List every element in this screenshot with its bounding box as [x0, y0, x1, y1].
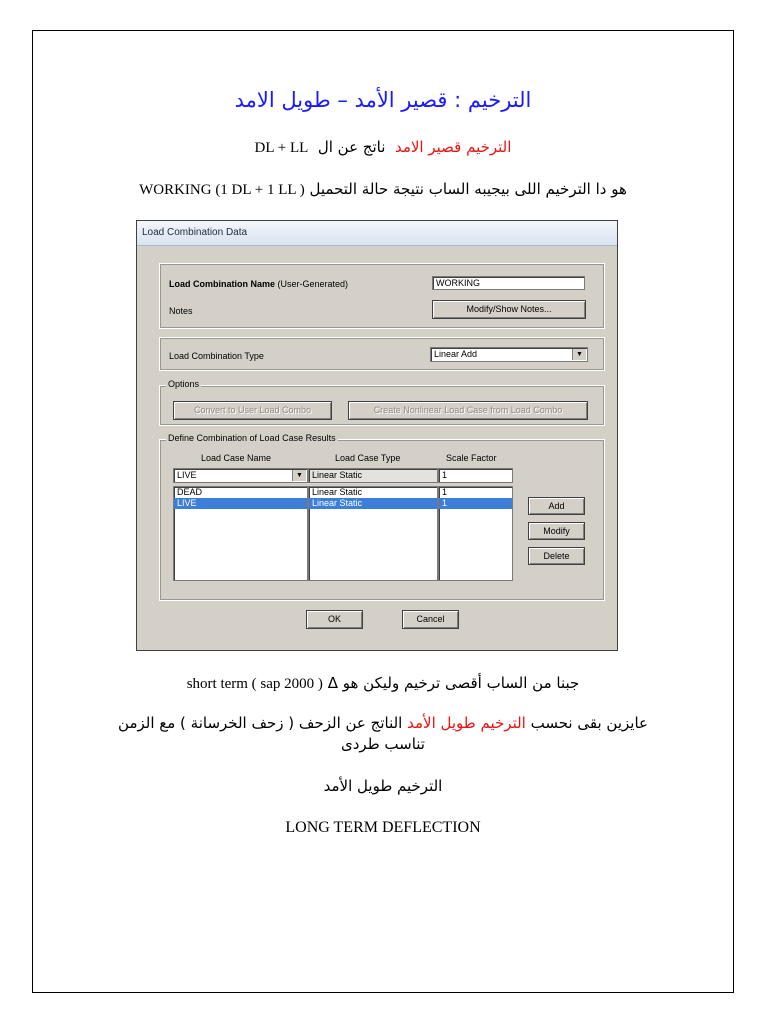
- creep-paragraph-line2: [32, 735, 734, 753]
- cancel-button[interactable]: Cancel: [402, 610, 459, 629]
- chevron-down-icon[interactable]: ▼: [292, 470, 306, 481]
- caused-by-text: ناتج عن ال: [317, 138, 386, 156]
- add-button[interactable]: Add: [528, 497, 585, 515]
- dl-ll-text: DL + LL: [254, 140, 309, 156]
- combo-name-label: Load Combination Name (User-Generated): [169, 279, 349, 289]
- combo-name-group: [159, 263, 605, 329]
- max-deflection-text: جبنا من الساب أقصى ترخيم وليكن هو: [342, 674, 580, 692]
- case-name-list[interactable]: [173, 486, 308, 581]
- page-title: [32, 88, 734, 112]
- long-term-heading-en: LONG TERM DEFLECTION: [285, 819, 481, 836]
- combo-name-input[interactable]: WORKING: [432, 276, 585, 290]
- col-header-case-name: Load Case Name: [201, 453, 272, 463]
- combo-type-select[interactable]: [430, 347, 588, 362]
- combo-type-label: Load Combination Type: [169, 351, 264, 361]
- options-legend: Options: [168, 379, 200, 389]
- convert-to-user-combo-button[interactable]: Convert to User Load Combo: [173, 401, 332, 420]
- list-item-selected[interactable]: 1: [439, 498, 512, 509]
- list-item[interactable]: DEAD: [177, 487, 203, 497]
- list-item[interactable]: 1: [442, 487, 448, 497]
- title-text: الترخيم : قصير الأمد – طويل الامد: [234, 88, 532, 112]
- short-term-line: [32, 138, 734, 157]
- list-item-selected[interactable]: Linear Static: [309, 498, 437, 509]
- modify-notes-button[interactable]: Modify/Show Notes...: [432, 300, 586, 319]
- creep-sentence: عايزين بقى نحسب الترخيم طويل الأمد الناتج عن الزحف ( زحف الخرسانة ) مع الزمن: [118, 714, 648, 732]
- create-nonlinear-case-button[interactable]: Create Nonlinear Load Case from Load Combo: [348, 401, 588, 420]
- working-combo-line: [32, 180, 734, 199]
- long-term-heading-ar: [32, 777, 734, 795]
- load-combination-dialog: [136, 220, 618, 651]
- case-name-select[interactable]: [173, 468, 308, 483]
- short-term-sap-text: short term ( sap 2000 ): [186, 676, 323, 692]
- max-deflection-line: [32, 674, 734, 693]
- define-combination-legend: Define Combination of Load Case Results: [168, 433, 336, 443]
- working-explain-text: هو دا الترخيم اللى بيجيبه الساب نتيجة حالة التحميل: [309, 180, 627, 198]
- case-name-value: LIVE: [177, 470, 197, 480]
- creep-paragraph-line1: [32, 714, 734, 732]
- dialog-title-bar: Load Combination Data: [137, 221, 617, 246]
- short-term-deflection-red: الترخيم قصير الامد: [394, 138, 512, 156]
- modify-button[interactable]: Modify: [528, 522, 585, 540]
- scale-factor-list[interactable]: [438, 486, 513, 581]
- long-term-heading-ar-text: الترخيم طويل الأمد: [323, 777, 443, 795]
- case-type-list[interactable]: [308, 486, 438, 581]
- proportional-text: تناسب طردى: [341, 735, 425, 753]
- combo-type-value: Linear Add: [434, 349, 478, 359]
- long-term-deflection-red: الترخيم طويل الأمد: [407, 714, 526, 732]
- delete-button[interactable]: Delete: [528, 547, 585, 565]
- ok-button[interactable]: OK: [306, 610, 363, 629]
- scale-factor-input[interactable]: 1: [438, 468, 513, 483]
- chevron-down-icon[interactable]: ▼: [572, 349, 586, 360]
- col-header-case-type: Load Case Type: [335, 453, 401, 463]
- delta-symbol: Δ: [327, 674, 338, 692]
- list-item[interactable]: Linear Static: [312, 487, 363, 497]
- notes-label: Notes: [169, 306, 193, 316]
- col-header-scale-factor: Scale Factor: [446, 453, 497, 463]
- case-type-field: Linear Static: [308, 468, 438, 483]
- working-combo-text: WORKING (1 DL + 1 LL ): [139, 182, 305, 198]
- list-item-selected[interactable]: LIVE: [174, 498, 307, 509]
